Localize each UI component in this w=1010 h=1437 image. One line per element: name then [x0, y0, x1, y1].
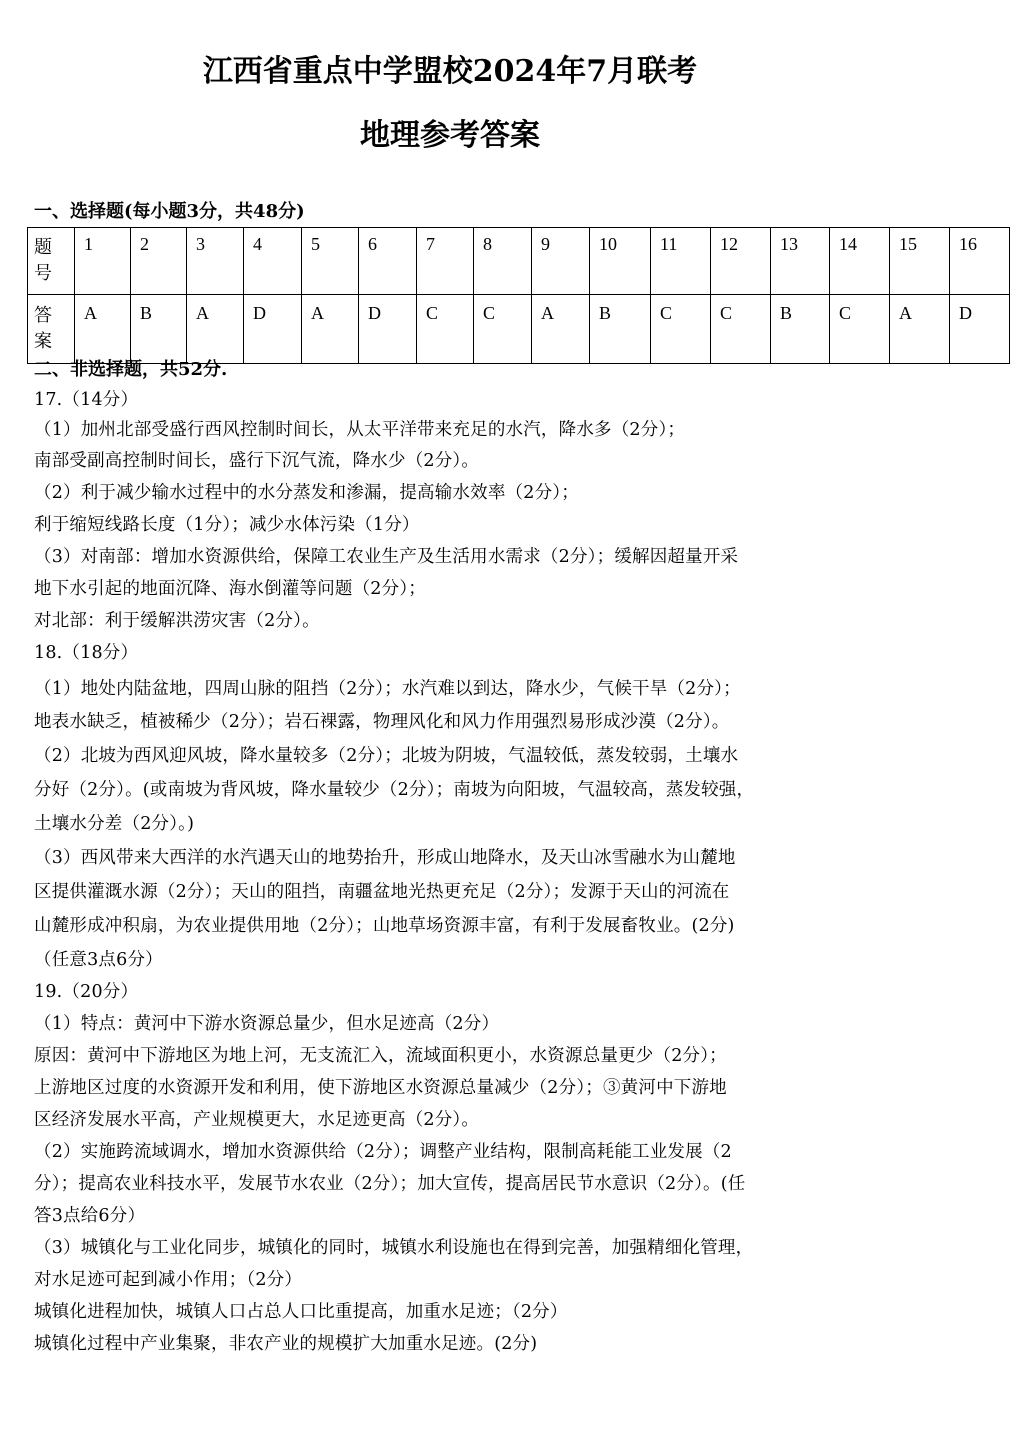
- question-number-cell: 10: [590, 228, 651, 295]
- answer-line: 地表水缺乏，植被稀少（2分）；岩石裸露，物理风化和风力作用强烈易形成沙漠（2分）。: [34, 712, 730, 732]
- answer-line: （3）西风带来大西洋的水汽遇天山的地势抬升，形成山地降水，及天山冰雪融水为山麓地: [34, 848, 736, 868]
- answer-cell: A: [75, 295, 131, 364]
- question-number-cell: 11: [651, 228, 711, 295]
- question-number-cell: 16: [950, 228, 1010, 295]
- answer-line: 地下水引起的地面沉降、海水倒灌等问题（2分）；: [34, 579, 426, 599]
- question-number-cell: 1: [75, 228, 131, 295]
- section-2-heading: 二、非选择题，共52分.: [34, 359, 228, 380]
- answer-line: （1）地处内陆盆地，四周山脉的阻挡（2分）；水汽难以到达，降水少，气候干旱（2分）；: [34, 679, 741, 699]
- answer-cell: D: [244, 295, 302, 364]
- answer-line: 答3点给6分）: [34, 1206, 146, 1226]
- answer-line: 城镇化进程加快，城镇人口占总人口比重提高，加重水足迹；（2分）: [34, 1302, 568, 1322]
- header-char: 号: [34, 263, 52, 284]
- answer-key-title: 地理参考答案: [360, 118, 540, 153]
- answer-line: 上游地区过度的水资源开发和利用，使下游地区水资源总量减少（2分）；③黄河中下游地: [34, 1078, 727, 1098]
- answer-line: （2）实施跨流域调水，增加水资源供给（2分）；调整产业结构，限制高耗能工业发展（2: [34, 1142, 732, 1162]
- question-number-cell: 7: [417, 228, 474, 295]
- question-number-cell: 8: [474, 228, 532, 295]
- answer-header: [28, 295, 75, 364]
- answer-line: 原因：黄河中下游地区为地上河，无支流汇入，流域面积更小，水资源总量更少（2分）；: [34, 1046, 727, 1066]
- answer-line: （2）利于减少输水过程中的水分蒸发和渗漏，提高输水效率（2分）；: [34, 483, 579, 503]
- answer-cell: C: [651, 295, 711, 364]
- answer-cell: B: [590, 295, 651, 364]
- header-char: 题: [34, 237, 52, 258]
- answer-cell: C: [417, 295, 474, 364]
- answer-cell: C: [830, 295, 890, 364]
- answer-line: 城镇化过程中产业集聚，非农产业的规模扩大加重水足迹。(2分): [34, 1334, 538, 1354]
- answer-line: （任意3点6分）: [34, 950, 163, 970]
- answer-line: （3）城镇化与工业化同步，城镇化的同时，城镇水利设施也在得到完善，加强精细化管理，: [34, 1238, 754, 1258]
- answer-line: （1）特点：黄河中下游水资源总量少，但水足迹高（2分）: [34, 1014, 500, 1034]
- answer-line: 18.（18分）: [34, 643, 139, 663]
- answer-cell: C: [711, 295, 771, 364]
- answer-cell: B: [131, 295, 187, 364]
- question-number-cell: 15: [890, 228, 950, 295]
- answer-cell: A: [890, 295, 950, 364]
- answer-cell: A: [187, 295, 244, 364]
- answer-cell: D: [359, 295, 417, 364]
- answer-cell: D: [950, 295, 1010, 364]
- answer-line: 分好（2分）。(或南坡为背风坡，降水量较少（2分）；南坡为向阳坡，气温较高，蒸发较强，: [34, 780, 755, 800]
- question-number-cell: 14: [830, 228, 890, 295]
- answer-line: 区经济发展水平高，产业规模更大，水足迹更高（2分）。: [34, 1110, 480, 1130]
- answer-line: 对水足迹可起到减小作用；（2分）: [34, 1270, 303, 1290]
- question-number-cell: 3: [187, 228, 244, 295]
- answer-line: （3）对南部：增加水资源供给，保障工农业生产及生活用水需求（2分）；缓解因超量开采: [34, 547, 739, 567]
- answer-line: 土壤水分差（2分）。): [34, 814, 195, 834]
- answer-line: （1）加州北部受盛行西风控制时间长，从太平洋带来充足的水汽，降水多（2分）；: [34, 420, 686, 440]
- answer-line: 利于缩短线路长度（1分）；减少水体污染（1分）: [34, 515, 420, 535]
- answer-line: 区提供灌溉水源（2分）；天山的阻挡，南疆盆地光热更充足（2分）；发源于天山的河流在: [34, 882, 730, 902]
- answer-table: [27, 227, 1010, 364]
- answer-cell: A: [532, 295, 590, 364]
- answer-line: （2）北坡为西风迎风坡，降水量较多（2分）；北坡为阴坡，气温较低，蒸发较弱，土壤水: [34, 746, 739, 766]
- section-1-heading: 一、选择题(每小题3分，共48分): [34, 201, 305, 222]
- exam-title: 江西省重点中学盟校2024年7月联考: [202, 54, 698, 89]
- answer-line: 17.（14分）: [34, 390, 139, 410]
- question-number-cell: 6: [359, 228, 417, 295]
- answer-line: 南部受副高控制时间长，盛行下沉气流，降水少（2分）。: [34, 451, 480, 471]
- question-number-header: [28, 228, 75, 295]
- question-number-row: [28, 228, 1010, 295]
- answer-line: 山麓形成冲积扇，为农业提供用地（2分）；山地草场资源丰富，有利于发展畜牧业。(2分): [34, 916, 735, 936]
- answer-row: [28, 295, 1010, 364]
- question-number-cell: 4: [244, 228, 302, 295]
- question-number-cell: 12: [711, 228, 771, 295]
- question-number-cell: 2: [131, 228, 187, 295]
- answer-line: 分）；提高农业科技水平，发展节水农业（2分）；加大宣传，提高居民节水意识（2分）。(任: [34, 1174, 746, 1194]
- question-number-cell: 13: [771, 228, 830, 295]
- answer-cell: A: [302, 295, 359, 364]
- header-char: 案: [34, 331, 52, 352]
- answer-line: 19.（20分）: [34, 982, 139, 1002]
- question-number-cell: 5: [302, 228, 359, 295]
- answer-line: 对北部：利于缓解洪涝灾害（2分）。: [34, 611, 320, 631]
- question-number-cell: 9: [532, 228, 590, 295]
- answer-cell: C: [474, 295, 532, 364]
- header-char: 答: [34, 305, 52, 326]
- answer-cell: B: [771, 295, 830, 364]
